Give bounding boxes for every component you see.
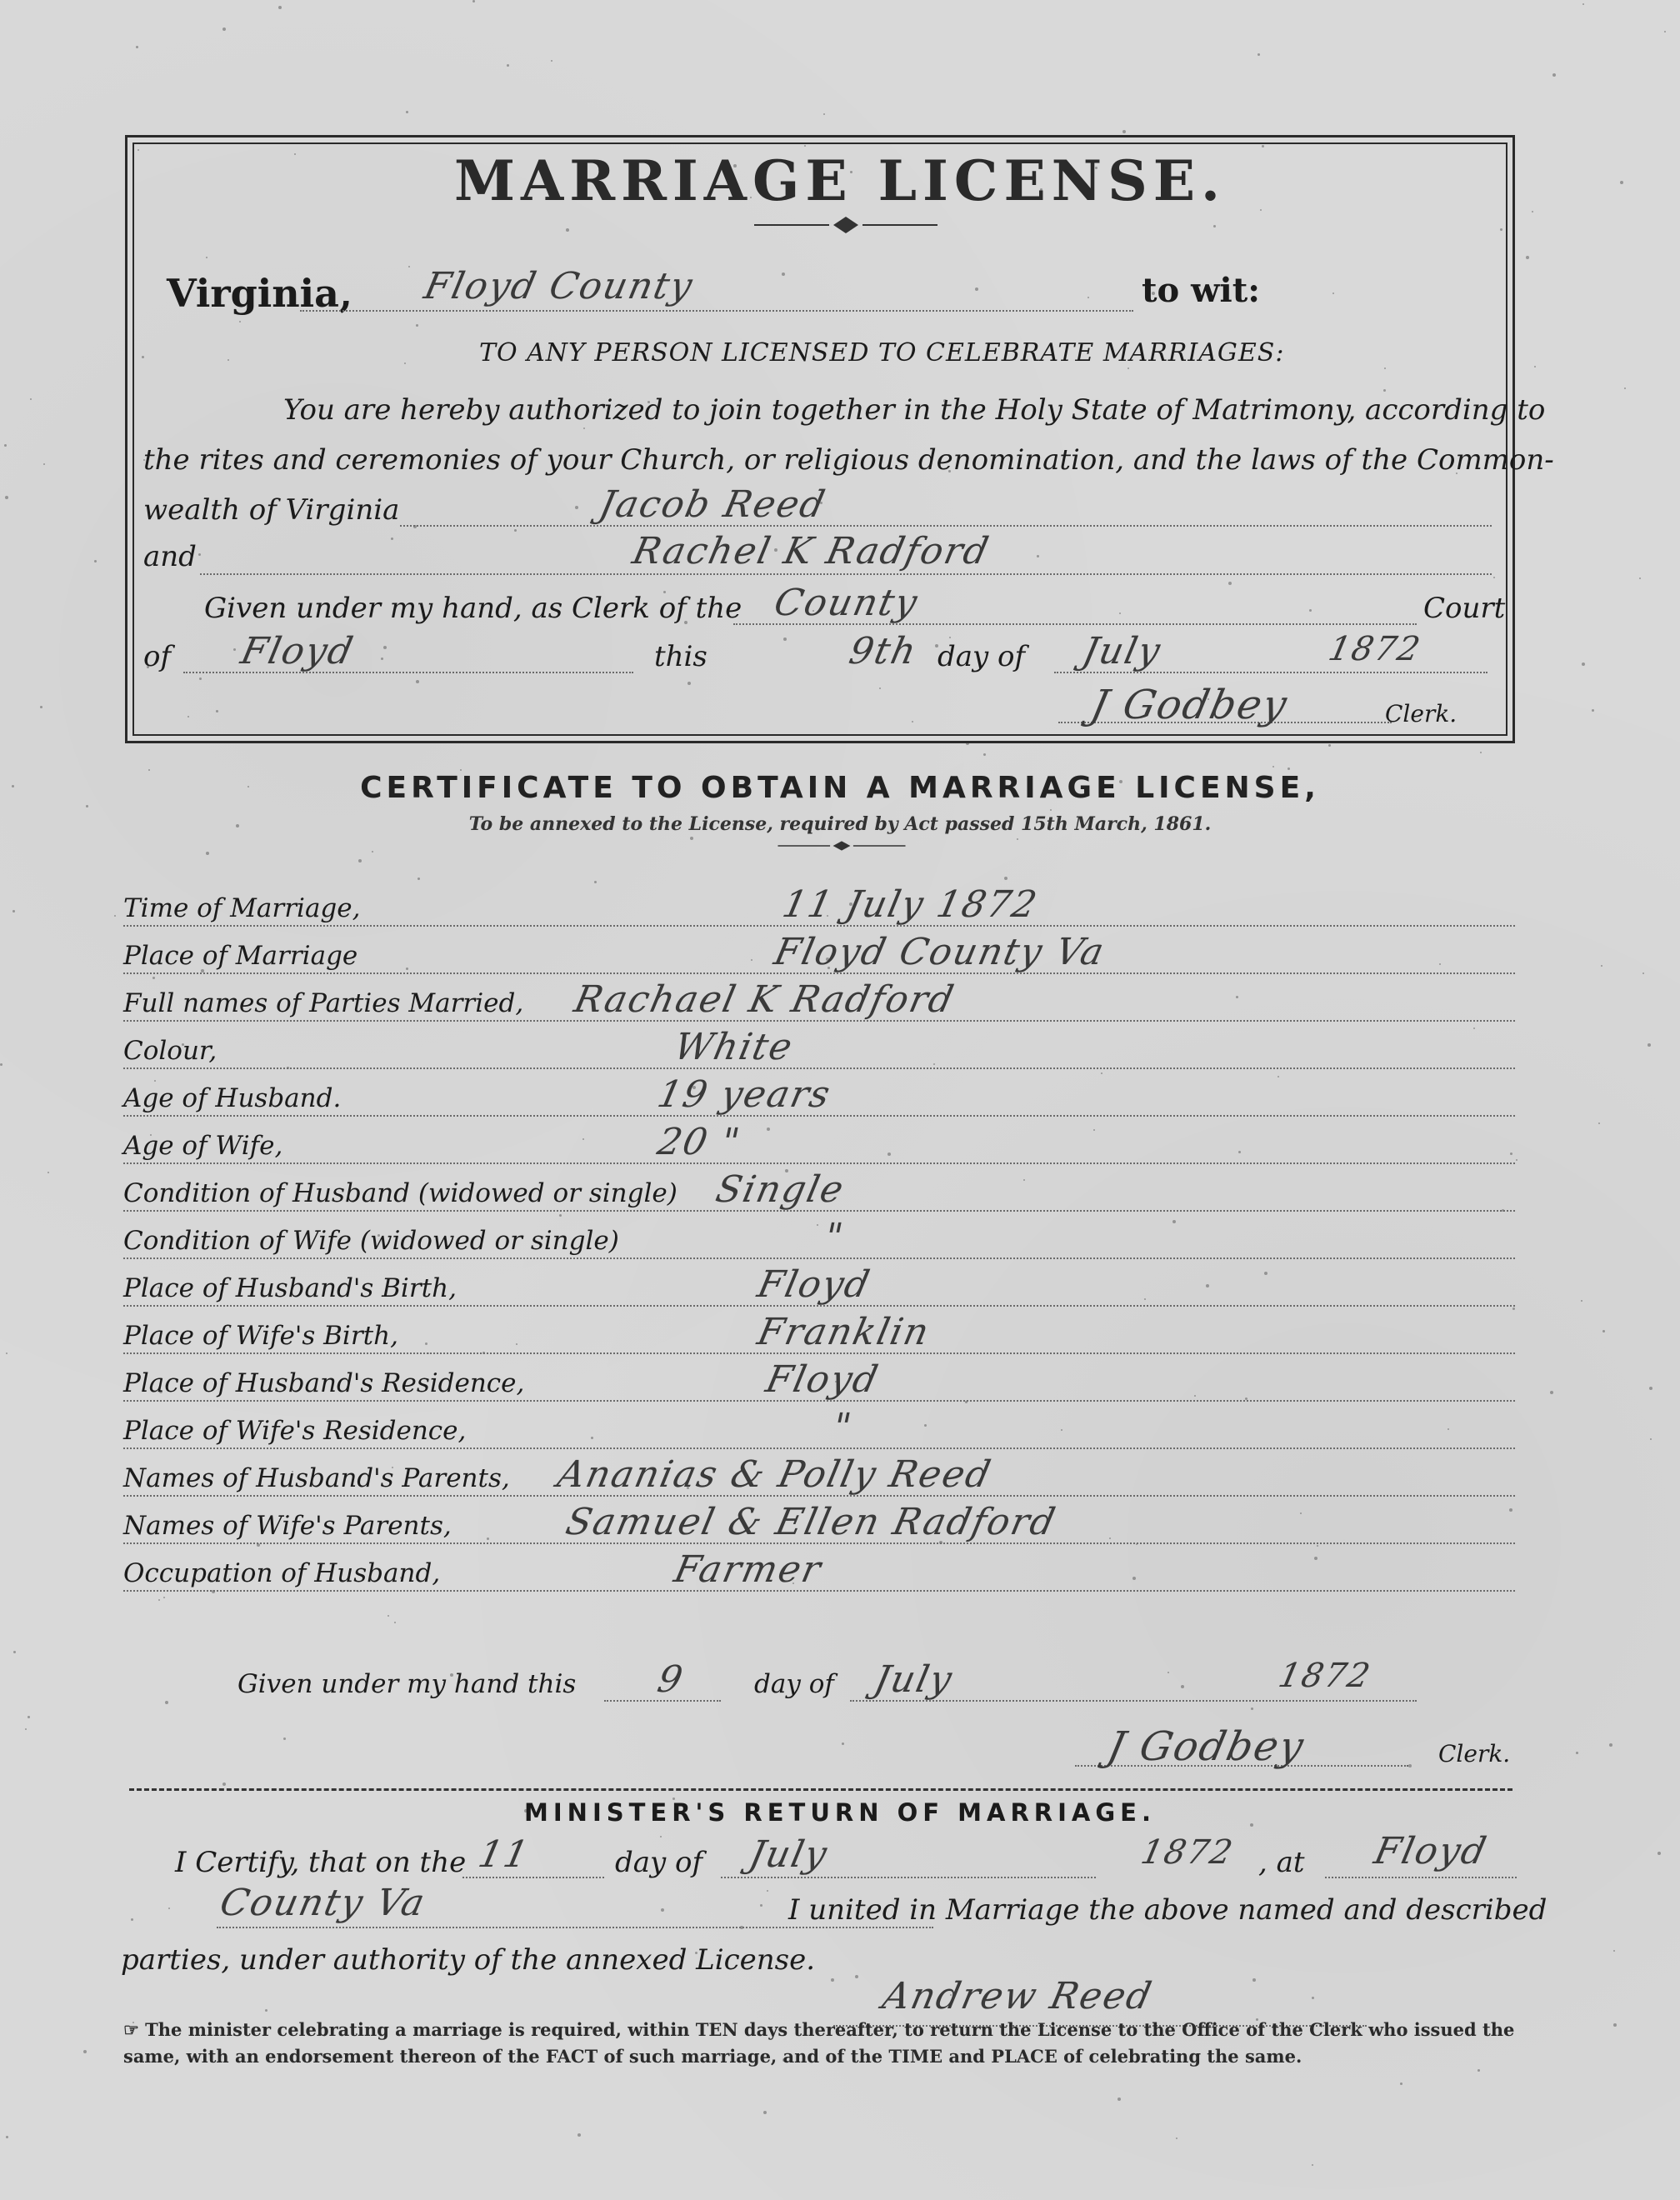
row-value-handwritten: 19 years (653, 1073, 836, 1116)
row-value-handwritten: Farmer (670, 1548, 827, 1591)
min-day-line (462, 1877, 604, 1878)
state-label: Virginia, (167, 271, 352, 316)
paper-speck (594, 881, 597, 883)
paper-speck (30, 398, 32, 400)
paper-speck (418, 878, 420, 880)
paper-speck (1288, 768, 1290, 770)
row-label: Place of Wife's Residence, (123, 1416, 467, 1446)
min-month-line (721, 1877, 1096, 1878)
paper-speck (1181, 1685, 1184, 1688)
paper-speck (0, 1063, 2, 1066)
paper-speck (1144, 1298, 1146, 1300)
paper-speck (114, 915, 116, 917)
body-line-2: the rites and ceremonies of your Church, or religious denomination, and the laws of the Common- (143, 443, 1554, 477)
paper-speck (1613, 1950, 1615, 1952)
paper-speck (388, 1615, 389, 1617)
row-value-handwritten: White (670, 1026, 798, 1068)
paper-speck (1592, 709, 1594, 712)
min-place2-handwritten: County Va (216, 1882, 430, 1924)
paper-speck (551, 60, 552, 62)
paper-speck (855, 1975, 858, 1978)
row-label: Names of Husband's Parents, (123, 1463, 510, 1493)
paper-speck (1168, 1672, 1169, 1673)
paper-speck (6, 1352, 8, 1354)
month-handwritten: July (1078, 630, 1166, 672)
paper-speck (1093, 1129, 1095, 1131)
paper-speck (1317, 1545, 1318, 1547)
paper-speck (1439, 963, 1441, 965)
paper-speck (823, 113, 825, 115)
county-handwritten: Floyd County (420, 265, 698, 308)
paper-speck (1251, 1708, 1253, 1710)
paper-speck (1624, 388, 1626, 389)
min-place2-line (217, 1927, 933, 1928)
row-label: Colour, (123, 1036, 218, 1066)
min-month-handwritten: July (745, 1833, 832, 1876)
paper-speck (86, 805, 88, 808)
paper-speck (1613, 2023, 1617, 2027)
ornament-divider-2 (775, 833, 908, 858)
paper-speck (5, 496, 8, 499)
body-line-3: wealth of Virginia (143, 493, 400, 527)
row-label: Names of Wife's Parents, (123, 1511, 452, 1541)
paper-speck (1510, 1152, 1512, 1155)
bride-handwritten: Rachel K Radford (628, 530, 994, 572)
paper-speck (1650, 1438, 1652, 1440)
row-label: Condition of Wife (widowed or single) (123, 1226, 619, 1256)
paper-speck (1272, 766, 1274, 768)
paper-speck (1132, 1577, 1136, 1580)
paper-speck (591, 1437, 593, 1439)
paper-speck (767, 1128, 770, 1131)
paper-speck (1118, 2098, 1121, 2101)
paper-speck (1516, 1159, 1518, 1161)
row-line (123, 1590, 1515, 1592)
certify-label: I Certify, that on the (175, 1846, 467, 1879)
paper-speck (136, 46, 138, 48)
row-value-handwritten: Floyd County Va (770, 931, 1109, 973)
row-line (123, 1448, 1515, 1449)
row-value-handwritten: Ananias & Polly Reed (553, 1453, 996, 1496)
paper-speck (751, 959, 752, 961)
cert-year-handwritten: 1872 (1275, 1657, 1375, 1695)
ornament-divider (750, 212, 942, 238)
row-line (123, 1162, 1515, 1164)
of-handwritten: Floyd (237, 630, 358, 672)
parties-label: parties, under authority of the annexed License. (121, 1943, 816, 1977)
paper-speck (1252, 1978, 1256, 1982)
license-title: MARRIAGE LICENSE. (453, 148, 1227, 213)
paper-speck (767, 1890, 768, 1892)
row-label: Time of Marriage, (123, 893, 361, 923)
paper-speck (283, 1738, 286, 1740)
paper-speck (13, 1651, 16, 1653)
court-type-handwritten: County (770, 582, 922, 624)
row-value-handwritten: Floyd (753, 1263, 875, 1306)
paper-speck (94, 560, 97, 562)
and-label: and (143, 540, 197, 573)
paper-speck (131, 1918, 133, 1921)
paper-speck (1004, 877, 1008, 880)
paper-speck (1601, 965, 1602, 967)
paper-speck (1236, 996, 1238, 998)
paper-speck (278, 6, 282, 9)
paper-speck (1023, 1179, 1025, 1181)
paper-speck (924, 1424, 927, 1427)
paper-speck (1534, 366, 1536, 368)
paper-speck (168, 1908, 170, 1909)
row-label: Full names of Parties Married, (123, 988, 524, 1018)
min-place-handwritten: Floyd (1370, 1830, 1492, 1872)
paper-speck (1328, 744, 1331, 747)
min-at-label: , at (1258, 1846, 1305, 1879)
paper-speck (1194, 1395, 1196, 1397)
row-label: Place of Husband's Birth, (123, 1273, 457, 1303)
paper-speck (1122, 130, 1126, 133)
row-label: Age of Wife, (123, 1131, 283, 1161)
cert-day-handwritten: 9 (653, 1658, 688, 1701)
paper-speck (1658, 1852, 1661, 1855)
paper-speck (559, 1214, 562, 1217)
paper-speck (83, 2050, 87, 2053)
paper-speck (48, 1172, 49, 1173)
paper-speck (1664, 31, 1666, 32)
paper-speck (1550, 1391, 1553, 1394)
paper-speck (1408, 1764, 1412, 1768)
court-label: Court (1423, 592, 1506, 625)
row-line (123, 1068, 1515, 1069)
paper-speck (1172, 1220, 1176, 1223)
section-separator (129, 1788, 1512, 1791)
paper-speck (1101, 1072, 1102, 1074)
paper-speck (1278, 1076, 1279, 1078)
min-year-handwritten: 1872 (1138, 1833, 1238, 1872)
paper-speck (28, 1716, 30, 1718)
cert-month-handwritten: July (870, 1658, 958, 1701)
paper-speck (1400, 2082, 1402, 2085)
paper-speck (206, 852, 209, 855)
paper-speck (1609, 1743, 1612, 1747)
paper-speck (1473, 1028, 1475, 1029)
paper-speck (6, 2136, 8, 2138)
paper-speck (1649, 1387, 1652, 1390)
paper-speck (1314, 1557, 1318, 1560)
row-value-handwritten: 20 " (653, 1121, 745, 1163)
paper-speck (1582, 3, 1584, 5)
paper-speck (472, 0, 475, 2)
paper-speck (1509, 1508, 1512, 1512)
paper-speck (1512, 1308, 1515, 1310)
minister-title: MINISTER'S RETURN OF MARRIAGE. (524, 1798, 1156, 1827)
paper-speck (1258, 53, 1260, 56)
paper-speck (4, 444, 7, 447)
paper-speck (578, 2133, 581, 2137)
min-day-of-label: day of (615, 1846, 703, 1879)
day-of-label: day of (938, 640, 1026, 673)
given-label: Given under my hand, as Clerk of the (204, 592, 742, 625)
certificate-subtitle: To be annexed to the License, required by Act passed 15th March, 1861. (468, 813, 1212, 835)
paper-speck (265, 2009, 268, 2012)
cert-day-of-label: day of (754, 1669, 834, 1699)
paper-speck (1642, 972, 1644, 974)
clerk-label: Clerk. (1385, 700, 1458, 728)
row-label: Place of Husband's Residence, (123, 1368, 525, 1398)
paper-speck (406, 111, 408, 113)
paper-speck (1526, 256, 1529, 259)
row-label: Occupation of Husband, (123, 1558, 441, 1588)
paper-speck (1238, 1151, 1241, 1153)
paper-speck (1061, 1429, 1062, 1431)
year-handwritten: 1872 (1325, 630, 1425, 668)
paper-speck (12, 910, 15, 912)
clerk-signature: J Godbey (1087, 682, 1292, 728)
row-value-handwritten: Rachael K Radford (570, 978, 959, 1021)
paper-speck (25, 1728, 27, 1730)
county-line (300, 310, 1133, 312)
of-label: of (143, 640, 172, 673)
row-value-handwritten: Single (712, 1168, 849, 1211)
paper-speck (983, 753, 986, 756)
row-value-handwritten: Franklin (753, 1311, 934, 1353)
paper-speck (222, 1782, 226, 1786)
paper-speck (394, 1622, 396, 1623)
paper-speck (487, 1538, 489, 1540)
row-value-handwritten: " (828, 1406, 857, 1448)
paper-speck (1017, 838, 1018, 840)
paper-speck (1648, 1043, 1651, 1047)
paper-speck (817, 1224, 818, 1226)
paper-speck (1602, 1330, 1605, 1332)
paper-speck (1576, 1752, 1578, 1754)
row-label: Place of Wife's Birth, (123, 1321, 398, 1351)
body-line-1: You are hereby authorized to join together in the Holy State of Matrimony, according to (283, 393, 1546, 427)
paper-speck (1448, 1428, 1449, 1430)
cert-clerk-signature: J Godbey (1103, 1723, 1309, 1770)
paper-speck (222, 28, 226, 31)
paper-speck (1312, 2164, 1313, 2166)
groom-handwritten: Jacob Reed (595, 483, 830, 526)
paper-speck (661, 1908, 664, 1912)
paper-speck (1050, 809, 1052, 811)
row-value-handwritten: Floyd (762, 1358, 883, 1401)
cert-clerk-label: Clerk. (1438, 1740, 1511, 1768)
row-value-handwritten: 11 July 1872 (778, 883, 1042, 926)
min-place-line (1325, 1877, 1517, 1878)
united-label: I united in Marriage the above named and described (788, 1893, 1548, 1927)
paper-speck (760, 1904, 762, 1907)
minister-signature: Andrew Reed (878, 1975, 1157, 2018)
paper-speck (582, 1138, 584, 1140)
certificate-title: CERTIFICATE TO OBTAIN A MARRIAGE LICENSE, (360, 771, 1320, 805)
paper-speck (358, 859, 362, 862)
paper-speck (516, 1343, 518, 1345)
row-label: Place of Marriage (123, 941, 358, 971)
paper-speck (1176, 2138, 1178, 2139)
paper-speck (163, 1597, 165, 1598)
to-wit-label: to wit: (1142, 271, 1260, 310)
cert-given-label: Given under my hand this (238, 1669, 577, 1699)
day-handwritten: 9th (845, 630, 922, 672)
row-value-handwritten: Samuel & Ellen Radford (562, 1501, 1061, 1543)
paper-speck (40, 706, 42, 708)
paper-speck (1552, 73, 1556, 77)
paper-speck (888, 1152, 891, 1156)
min-day-handwritten: 11 (474, 1833, 534, 1876)
paper-speck (372, 851, 373, 852)
address-line: TO ANY PERSON LICENSED TO CELEBRATE MARRIAGES: (479, 338, 1285, 368)
paper-speck (43, 463, 45, 465)
bride-line (200, 573, 1492, 575)
paper-speck (1639, 578, 1641, 579)
paper-speck (842, 1742, 844, 1745)
paper-speck (1206, 1284, 1209, 1288)
paper-speck (425, 1342, 428, 1345)
paper-speck (1598, 1122, 1600, 1124)
row-label: Condition of Husband (widowed or single) (123, 1178, 678, 1208)
paper-speck (1582, 662, 1585, 666)
row-value-handwritten: " (820, 1216, 848, 1258)
paper-speck (154, 1080, 156, 1082)
paper-speck (1109, 1538, 1111, 1539)
paper-speck (507, 64, 509, 67)
footnote: ☞ The minister celebrating a marriage is required, within TEN days thereafter, to return the License to the Office of the Clerk who issued the same, with an endorsement thereon of the FACT of such marriage, and of the TIME and PLACE of celebrating the same. (123, 2019, 1515, 2067)
row-line (123, 1258, 1515, 1259)
paper-speck (1300, 1512, 1302, 1514)
paper-speck (690, 837, 693, 840)
this-label: this (654, 640, 708, 673)
paper-speck (158, 1599, 160, 1601)
paper-speck (831, 1978, 834, 1982)
paper-speck (933, 1063, 935, 1065)
paper-speck (406, 968, 408, 970)
paper-speck (1264, 1272, 1268, 1275)
paper-speck (660, 1836, 662, 1838)
row-label: Age of Husband. (123, 1083, 342, 1113)
paper-speck (763, 2111, 767, 2114)
paper-speck (1581, 1300, 1582, 1302)
paper-speck (152, 977, 155, 979)
paper-speck (1312, 1997, 1314, 1999)
groom-line (400, 525, 1492, 527)
paper-speck (165, 1701, 168, 1704)
paper-speck (1480, 752, 1482, 753)
